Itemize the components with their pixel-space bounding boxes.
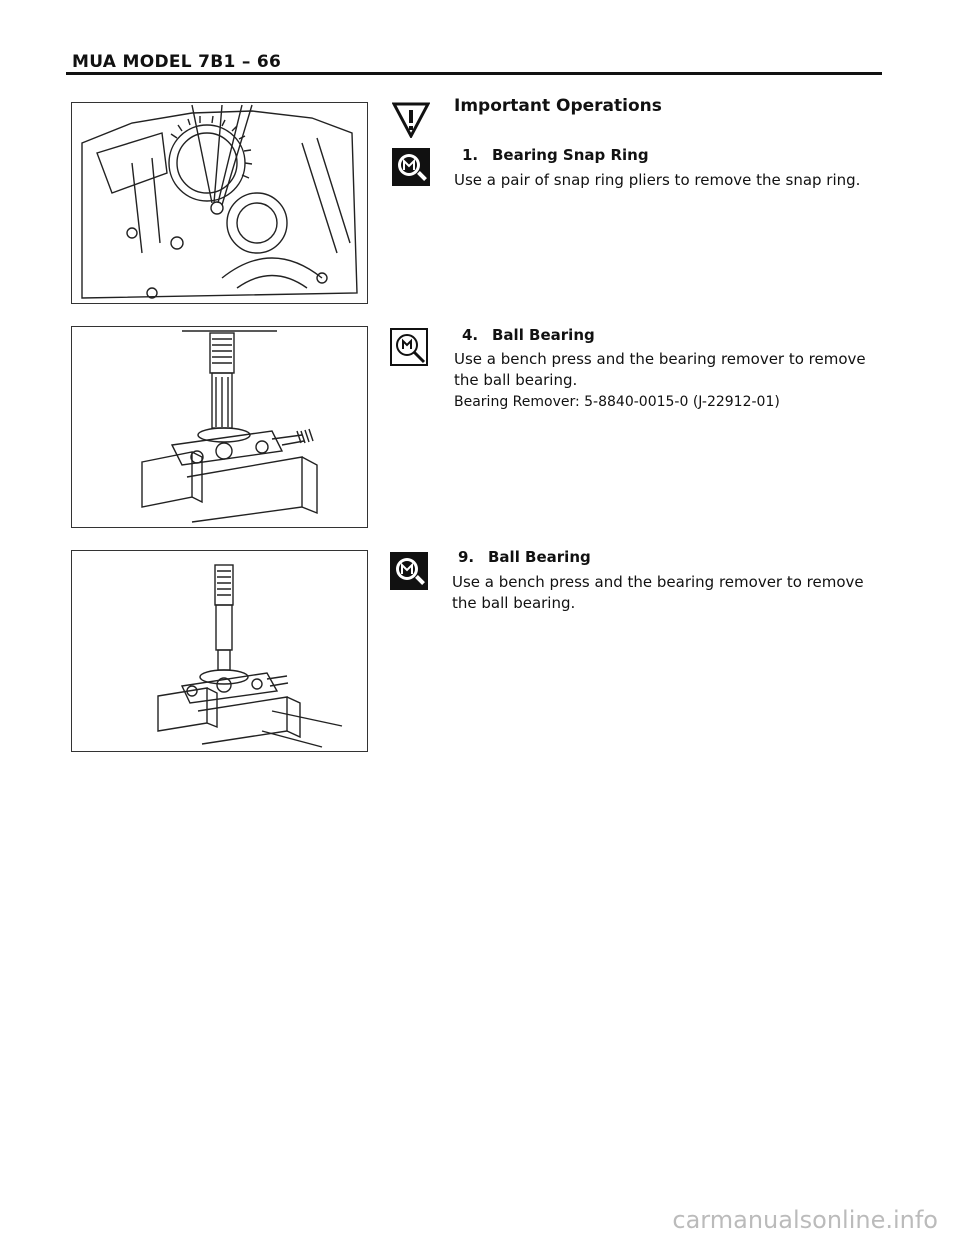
step-number: 4. — [462, 326, 479, 344]
figure-ball-bearing-press-2 — [71, 550, 368, 752]
bearing-press-illustration — [72, 551, 367, 751]
step-4-spec: Bearing Remover: 5-8840-0015-0 (J-22912-01) — [454, 394, 780, 410]
step-name: Bearing Snap Ring — [492, 146, 649, 164]
step-9-title — [458, 548, 591, 566]
step-1-text: Use a pair of snap ring pliers to remove the snap ring. — [454, 171, 861, 189]
section-title: Important Operations — [454, 96, 662, 116]
snap-ring-illustration — [72, 103, 367, 303]
figure-ball-bearing-press-1 — [71, 326, 368, 528]
step-1-title — [462, 146, 649, 164]
bearing-press-illustration — [72, 327, 367, 527]
step-number: 9. — [458, 548, 475, 566]
step-name: Ball Bearing — [488, 548, 591, 566]
inspect-icon — [392, 148, 430, 186]
inspect-icon — [390, 328, 428, 366]
watermark: carmanualsonline.info — [672, 1206, 938, 1234]
step-9-text: Use a bench press and the bearing remover to remove the ball bearing. — [452, 573, 864, 612]
step-number: 1. — [462, 146, 479, 164]
figure-snap-ring — [71, 102, 368, 304]
page-header: MUA MODEL 7B1 – 66 — [72, 52, 282, 72]
inspect-icon — [390, 552, 428, 590]
header-rule — [66, 72, 882, 75]
step-4-title — [462, 326, 595, 344]
warning-icon — [392, 100, 430, 138]
step-4-text: Use a bench press and the bearing remover to remove the ball bearing. — [454, 350, 866, 389]
step-name: Ball Bearing — [492, 326, 595, 344]
